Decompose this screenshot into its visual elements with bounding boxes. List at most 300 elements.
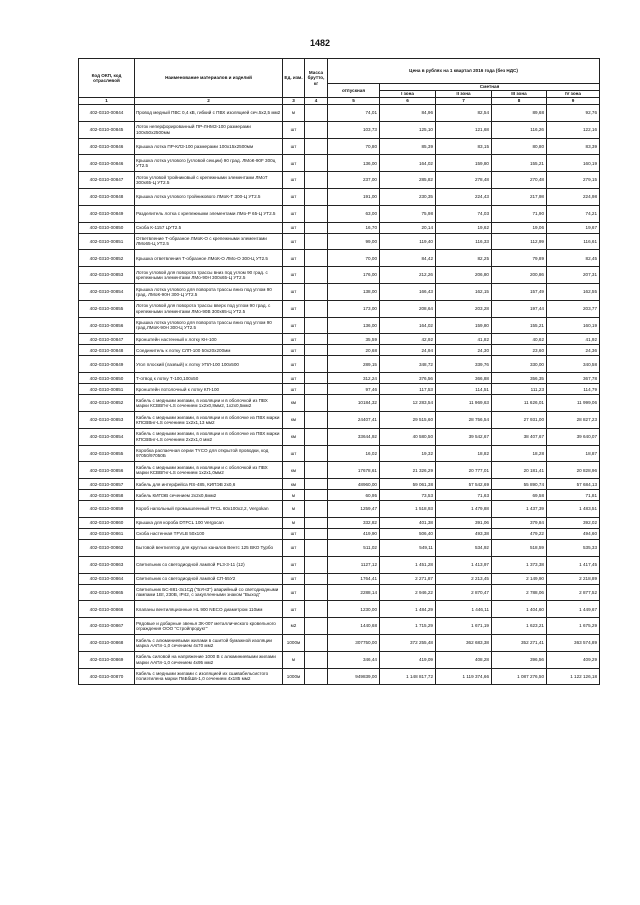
cell-mass <box>305 300 328 317</box>
table-row <box>79 445 600 462</box>
cell-unit: шт <box>283 155 305 172</box>
cell-zone-4-price: 18,87 <box>547 445 600 462</box>
cell-unit: шт <box>283 222 305 233</box>
cell-code: 402-0310-00862 <box>79 539 135 556</box>
cell-unit: м <box>283 651 305 668</box>
cell-release-price: 63,00 <box>328 205 380 222</box>
cell-unit: шт <box>283 283 305 300</box>
cell-zone-4-price: 409,29 <box>547 651 600 668</box>
header-zone-3: III зона <box>492 91 547 98</box>
header-name: Наименование материалов и изделий <box>135 59 283 98</box>
cell-release-price: 136,00 <box>328 317 380 334</box>
cell-zone-2-price: 366,88 <box>436 373 492 384</box>
cell-code: 402-0310-00867 <box>79 618 135 635</box>
cell-code: 402-0310-00865 <box>79 584 135 601</box>
cell-zone-3-price: 518,59 <box>492 539 547 556</box>
col-number: 4 <box>305 98 328 105</box>
cell-mass <box>305 334 328 345</box>
cell-release-price: 138,00 <box>328 283 380 300</box>
cell-zone-3-price: 38 407,67 <box>492 428 547 445</box>
cell-zone-3-price: 116,26 <box>492 121 547 138</box>
cell-zone-4-price: 57 684,13 <box>547 479 600 490</box>
table-row <box>79 651 600 668</box>
cell-name: Крышка лотка углового для поворота трассы вниз под углом 90 град.ЛМоК-90Н 300-Ц УТ2.5 <box>135 317 283 334</box>
cell-zone-2-price: 82,25 <box>436 250 492 267</box>
cell-name: Кабель для интерфейса RS-485, КИПЭВ 2х0,6 <box>135 479 283 490</box>
cell-zone-3-price: 111,23 <box>492 384 547 395</box>
cell-zone-2-price: 1 479,88 <box>436 501 492 518</box>
cell-unit: шт <box>283 584 305 601</box>
cell-zone-3-price: 80,80 <box>492 138 547 155</box>
cell-zone-3-price: 217,98 <box>492 188 547 205</box>
cell-release-price: 74,01 <box>328 105 380 122</box>
cell-release-price: 419,90 <box>328 528 380 539</box>
cell-zone-4-price: 207,31 <box>547 267 600 284</box>
cell-zone-4-price: 41,92 <box>547 334 600 345</box>
cell-mass <box>305 651 328 668</box>
cell-zone-4-price: 19,67 <box>547 222 600 233</box>
col-number: 7 <box>436 98 492 105</box>
cell-release-price: 332,82 <box>328 517 380 528</box>
cell-unit: шт <box>283 121 305 138</box>
cell-zone-2-price: 121,68 <box>436 121 492 138</box>
cell-zone-4-price: 114,79 <box>547 384 600 395</box>
cell-zone-4-price: 92,76 <box>547 105 600 122</box>
cell-zone-1-price: 84,96 <box>380 105 436 122</box>
cell-mass <box>305 618 328 635</box>
cell-zone-2-price: 206,80 <box>436 267 492 284</box>
cell-zone-1-price: 84,42 <box>380 250 436 267</box>
cell-release-price: 16,70 <box>328 222 380 233</box>
cell-release-price: 1764,41 <box>328 573 380 584</box>
cell-mass <box>305 267 328 284</box>
col-number: 3 <box>283 98 305 105</box>
cell-code: 402-0310-00845 <box>79 121 135 138</box>
cell-zone-1-price: 164,02 <box>380 317 436 334</box>
cell-release-price: 35,59 <box>328 334 380 345</box>
cell-zone-1-price: 164,02 <box>380 155 436 172</box>
header-mass: Масса брутто, кг <box>305 59 328 98</box>
cell-release-price: 191,00 <box>328 188 380 205</box>
cell-mass <box>305 428 328 445</box>
cell-name: Крышка лотка углового (угловой секции) 90 град. ЛМоК-90F 300ц УТ2.5 <box>135 155 283 172</box>
cell-name: Лоток угловой для поворота трассы вниз под углом 90 град. с крепежными элементами ЛМо-90Н 300х65-Ц УТ2.5 <box>135 267 283 284</box>
cell-release-price: 1259,47 <box>328 501 380 518</box>
cell-name: Бытовой вентилятор для круглых каналов Вентс 125 ВКО Турбо <box>135 539 283 556</box>
cell-release-price: 237,00 <box>328 172 380 189</box>
cell-code: 402-0310-00851 <box>79 233 135 250</box>
cell-zone-2-price: 71,63 <box>436 490 492 501</box>
cell-zone-2-price: 11 969,63 <box>436 395 492 412</box>
cell-unit: км <box>283 479 305 490</box>
cell-zone-4-price: 82,45 <box>547 250 600 267</box>
cell-code: 402-0310-00848 <box>79 345 135 356</box>
table-body <box>79 105 600 685</box>
cell-name: Угол плоский (лаэвый) к лотку УПЛ-100 100х500 <box>135 356 283 373</box>
cell-unit: шт <box>283 138 305 155</box>
cell-release-price: 70,00 <box>328 250 380 267</box>
cell-code: 402-0310-00861 <box>79 528 135 539</box>
cell-unit: шт <box>283 267 305 284</box>
cell-release-price: 10184,32 <box>328 395 380 412</box>
cell-code: 402-0310-00852 <box>79 395 135 412</box>
cell-zone-1-price: 20,14 <box>380 222 436 233</box>
cell-unit: 1000м <box>283 668 305 685</box>
cell-zone-3-price: 330,00 <box>492 356 547 373</box>
table-row <box>79 528 600 539</box>
cell-zone-2-price: 57 542,69 <box>436 479 492 490</box>
cell-unit: шт <box>283 384 305 395</box>
cell-unit: шт <box>283 334 305 345</box>
cell-zone-2-price: 159,80 <box>436 155 492 172</box>
cell-name: Кабель КИПЭВ сечением 2х2х0,6мм2 <box>135 490 283 501</box>
cell-zone-3-price: 71,90 <box>492 205 547 222</box>
table-row <box>79 172 600 189</box>
col-number: 9 <box>547 98 600 105</box>
cell-unit: шт <box>283 356 305 373</box>
cell-name: Короб напольный промышленный TFCL 60х100х2,2, Vergokan <box>135 501 283 518</box>
cell-unit: км <box>283 411 305 428</box>
cell-unit: шт <box>283 601 305 618</box>
cell-mass <box>305 634 328 651</box>
table-row <box>79 267 600 284</box>
table-row <box>79 573 600 584</box>
cell-zone-4-price: 224,98 <box>547 188 600 205</box>
cell-zone-4-price: 494,60 <box>547 528 600 539</box>
table-row <box>79 250 600 267</box>
cell-zone-2-price: 278,48 <box>436 172 492 189</box>
cell-zone-4-price: 71,81 <box>547 490 600 501</box>
cell-release-price: 20,68 <box>328 345 380 356</box>
cell-zone-1-price: 2 946,22 <box>380 584 436 601</box>
cell-zone-3-price: 155,21 <box>492 317 547 334</box>
cell-zone-1-price: 73,53 <box>380 490 436 501</box>
cell-release-price: 1127,12 <box>328 556 380 573</box>
cell-mass <box>305 490 328 501</box>
cell-mass <box>305 105 328 122</box>
cell-zone-1-price: 376,56 <box>380 373 436 384</box>
cell-release-price: 176,00 <box>328 267 380 284</box>
cell-code: 402-0310-00860 <box>79 517 135 528</box>
cell-code: 402-0310-00852 <box>79 250 135 267</box>
cell-zone-1-price: 59 061,38 <box>380 479 436 490</box>
cell-mass <box>305 584 328 601</box>
cell-name: Кабель с алюминиевыми жилами в сшитой бумажной изоляции марка ААПл-1,0 сечением 4х70 мм2 <box>135 634 283 651</box>
cell-mass <box>305 233 328 250</box>
cell-zone-2-price: 116,33 <box>436 233 492 250</box>
cell-release-price: 289,15 <box>328 356 380 373</box>
cell-name: Крышка лотка углового для поворота трассы вниз под углом 90 град. ЛМоК-90Н 300-Ц УТ2.5 <box>135 283 283 300</box>
cell-name: Кабель с медными жилами, в изоляции и в оболочке из ПВХ марки КПСВВнг-LS сечением 1х2х1,13 мм2 <box>135 411 283 428</box>
header-zone-1: I зона <box>380 91 436 98</box>
cell-zone-4-price: 392,02 <box>547 517 600 528</box>
cell-release-price: 48960,00 <box>328 479 380 490</box>
cell-unit: м2 <box>283 618 305 635</box>
cell-zone-2-price: 2 870,47 <box>436 584 492 601</box>
cell-zone-1-price: 506,40 <box>380 528 436 539</box>
cell-zone-4-price: 279,15 <box>547 172 600 189</box>
cell-mass <box>305 411 328 428</box>
table-row <box>79 601 600 618</box>
cell-zone-1-price: 29 515,60 <box>380 411 436 428</box>
cell-zone-3-price: 40,62 <box>492 334 547 345</box>
cell-code: 402-0310-00844 <box>79 105 135 122</box>
cell-zone-3-price: 2 149,90 <box>492 573 547 584</box>
cell-zone-4-price: 1 417,45 <box>547 556 600 573</box>
cell-unit: шт <box>283 373 305 384</box>
cell-zone-2-price: 41,82 <box>436 334 492 345</box>
cell-unit: м <box>283 517 305 528</box>
table-row <box>79 317 600 334</box>
table-row <box>79 373 600 384</box>
cell-name: Кабель с медными жилами с изоляцией их сшивабельсистого полиэтилена марки ПвБбШв-1,0 сечением 4х185 мм2 <box>135 668 283 685</box>
cell-name: Клапаны вентиляционные HL 900 NECO диаметром 110мм <box>135 601 283 618</box>
table-row <box>79 490 600 501</box>
cell-zone-4-price: 340,58 <box>547 356 600 373</box>
cell-name: Кабель с медными жилами, в изоляции и с оболочкой из ПВХ марки КСВВГнг-LS сечением 1х2х1,0мм2 <box>135 462 283 479</box>
cell-unit: шт <box>283 539 305 556</box>
cell-zone-3-price: 23,60 <box>492 345 547 356</box>
cell-zone-3-price: 2 788,06 <box>492 584 547 601</box>
table-row <box>79 155 600 172</box>
cell-release-price: 346,44 <box>328 651 380 668</box>
cell-zone-2-price: 339,76 <box>436 356 492 373</box>
cell-mass <box>305 222 328 233</box>
cell-zone-2-price: 1 446,11 <box>436 601 492 618</box>
cell-zone-3-price: 379,84 <box>492 517 547 528</box>
cell-zone-2-price: 24,30 <box>436 345 492 356</box>
header-estimate: Сметная <box>380 84 600 91</box>
cell-zone-2-price: 19,62 <box>436 222 492 233</box>
cell-zone-3-price: 69,58 <box>492 490 547 501</box>
cell-zone-2-price: 1 671,19 <box>436 618 492 635</box>
cell-code: 402-0310-00851 <box>79 384 135 395</box>
cell-unit: шт <box>283 233 305 250</box>
cell-unit: м <box>283 490 305 501</box>
cell-name: Коробка распаечная серии TYCO для открытой проводки, код 97050/97050Б <box>135 445 283 462</box>
cell-mass <box>305 172 328 189</box>
cell-zone-4-price: 203,77 <box>547 300 600 317</box>
cell-name: Соединитель к лотку СЛП-100 50х20х200мм <box>135 345 283 356</box>
cell-zone-4-price: 24,36 <box>547 345 600 356</box>
table-row <box>79 105 600 122</box>
cell-release-price: 70,80 <box>328 138 380 155</box>
col-number: 6 <box>380 98 436 105</box>
cell-zone-2-price: 203,28 <box>436 300 492 317</box>
cell-zone-1-price: 119,40 <box>380 233 436 250</box>
cell-mass <box>305 356 328 373</box>
table-row <box>79 188 600 205</box>
cell-zone-3-price: 55 890,74 <box>492 479 547 490</box>
header-price-group: Цена в рублях на 1 квартал 2016 года (без НДС) <box>328 59 600 84</box>
cell-code: 402-0310-00850 <box>79 222 135 233</box>
cell-zone-1-price: 12 283,54 <box>380 395 436 412</box>
cell-zone-4-price: 1 483,51 <box>547 501 600 518</box>
table-row <box>79 618 600 635</box>
cell-zone-1-price: 125,10 <box>380 121 436 138</box>
cell-unit: шт <box>283 188 305 205</box>
header-release: отпускная <box>328 84 380 98</box>
table-row <box>79 138 600 155</box>
table-row <box>79 121 600 138</box>
header-zone-2: II зона <box>436 91 492 98</box>
cell-code: 402-0310-00870 <box>79 668 135 685</box>
cell-unit: 1000м <box>283 634 305 651</box>
cell-zone-2-price: 28 756,54 <box>436 411 492 428</box>
cell-unit: шт <box>283 250 305 267</box>
cell-mass <box>305 373 328 384</box>
cell-zone-1-price: 212,26 <box>380 267 436 284</box>
cell-zone-1-price: 285,82 <box>380 172 436 189</box>
cell-code: 402-0310-00864 <box>79 573 135 584</box>
table-row <box>79 283 600 300</box>
cell-code: 402-0310-00854 <box>79 428 135 445</box>
cell-mass <box>305 155 328 172</box>
cell-code: 402-0310-00856 <box>79 317 135 334</box>
table-row <box>79 384 600 395</box>
cell-zone-2-price: 408,28 <box>436 651 492 668</box>
cell-zone-1-price: 549,11 <box>380 539 436 556</box>
table-row <box>79 395 600 412</box>
cell-zone-4-price: 535,33 <box>547 539 600 556</box>
cell-zone-2-price: 82,54 <box>436 105 492 122</box>
cell-mass <box>305 462 328 479</box>
cell-zone-2-price: 162,15 <box>436 283 492 300</box>
cell-release-price: 307750,00 <box>328 634 380 651</box>
table-row <box>79 356 600 373</box>
cell-code: 402-0310-00869 <box>79 651 135 668</box>
cell-zone-1-price: 21 326,29 <box>380 462 436 479</box>
cell-code: 402-0310-00856 <box>79 462 135 479</box>
cell-mass <box>305 445 328 462</box>
cell-zone-2-price: 159,80 <box>436 317 492 334</box>
cell-unit: шт <box>283 573 305 584</box>
cell-zone-4-price: 2 218,89 <box>547 573 600 584</box>
cell-code: 402-0310-00858 <box>79 490 135 501</box>
cell-zone-3-price: 112,99 <box>492 233 547 250</box>
cell-zone-1-price: 75,98 <box>380 205 436 222</box>
cell-release-price: 173,00 <box>328 300 380 317</box>
cell-zone-1-price: 85,39 <box>380 138 436 155</box>
cell-name: Кабель с медными жилами, в изоляции и в оболочкой из ПВХ марки КСВВГнг-LS сечением 1х2х0,8мм2, 1х2х0,5мм2 <box>135 395 283 412</box>
cell-zone-1-price: 2 271,87 <box>380 573 436 584</box>
cell-name: Лоток неперфорированный ПР-ЛНМЗ-100 размерами 100х50х2500мм <box>135 121 283 138</box>
cell-name: Разделитель лотка с крепежными элементами ЛМо-Р 65-Ц УТ2.5 <box>135 205 283 222</box>
cell-name: Крышка лотка углового тройникового ЛМоК-Т 300-Ц УТ2.5 <box>135 188 283 205</box>
cell-zone-2-price: 2 213,45 <box>436 573 492 584</box>
cell-unit: шт <box>283 445 305 462</box>
cell-zone-2-price: 534,92 <box>436 539 492 556</box>
cell-zone-4-price: 28 827,23 <box>547 411 600 428</box>
cell-zone-1-price: 19,32 <box>380 445 436 462</box>
cell-code: 402-0310-00847 <box>79 334 135 345</box>
col-number: 5 <box>328 98 380 105</box>
cell-code: 402-0310-00868 <box>79 634 135 651</box>
cell-name: Кабель силовой на напряжение 1000 В с алюминиевыми жилами марки ААПл-1,0 сечением 4х95 мм2 <box>135 651 283 668</box>
cell-code: 402-0310-00857 <box>79 479 135 490</box>
cell-zone-4-price: 1 122 126,18 <box>547 668 600 685</box>
cell-mass <box>305 283 328 300</box>
cell-release-price: 103,73 <box>328 121 380 138</box>
cell-name: Крышка лотка ПР-КЛЗ-100 размерами 100х15х2500мм <box>135 138 283 155</box>
table-row <box>79 300 600 317</box>
cell-unit: шт <box>283 205 305 222</box>
cell-zone-3-price: 1 404,60 <box>492 601 547 618</box>
cell-name: Рядовые и добарные звенья ЗК-007 металлического кровельного ограждения ООО "Стройпродукт" <box>135 618 283 635</box>
cell-mass <box>305 138 328 155</box>
cell-code: 402-0310-00863 <box>79 556 135 573</box>
cell-zone-2-price: 1 413,97 <box>436 556 492 573</box>
table-row <box>79 345 600 356</box>
cell-zone-4-price: 363 574,89 <box>547 634 600 651</box>
cell-release-price: 2288,14 <box>328 584 380 601</box>
cell-zone-1-price: 42,92 <box>380 334 436 345</box>
cell-code: 402-0310-00859 <box>79 501 135 518</box>
cell-name: Т-отвод к лотку Т-100,100х50 <box>135 373 283 384</box>
cell-unit: шт <box>283 172 305 189</box>
cell-unit: шт <box>283 317 305 334</box>
cell-mass <box>305 395 328 412</box>
cell-zone-4-price: 160,19 <box>547 317 600 334</box>
cell-zone-3-price: 270,48 <box>492 172 547 189</box>
cell-zone-2-price: 18,82 <box>436 445 492 462</box>
cell-mass <box>305 556 328 573</box>
cell-name: Провод медный ПВС 0,4 кВ, гибкий с ПВХ изоляцией сеч.5х2,5 мм2 <box>135 105 283 122</box>
table-row <box>79 411 600 428</box>
cell-zone-1-price: 166,43 <box>380 283 436 300</box>
cell-release-price: 16,02 <box>328 445 380 462</box>
cell-name: Лоток угловой тройниковый с крепежными элементами ЛМоТ 300х65-Ц УТ2.5 <box>135 172 283 189</box>
cell-zone-1-price: 24,94 <box>380 345 436 356</box>
header-zone-4: IV зона <box>547 91 600 98</box>
cell-zone-3-price: 11 626,01 <box>492 395 547 412</box>
cell-unit: шт <box>283 300 305 317</box>
cell-zone-1-price: 1 715,29 <box>380 618 436 635</box>
cell-name: Ответвление Т-образное ЛМоК-О с крепежными элементами ЛМо65-Ц УТ2.5 <box>135 233 283 250</box>
table-row <box>79 517 600 528</box>
cell-unit: км <box>283 462 305 479</box>
cell-zone-4-price: 116,61 <box>547 233 600 250</box>
cell-zone-4-price: 11 999,06 <box>547 395 600 412</box>
cell-mass <box>305 384 328 395</box>
cell-zone-3-price: 1 087 276,50 <box>492 668 547 685</box>
cell-mass <box>305 205 328 222</box>
cell-code: 402-0310-00853 <box>79 267 135 284</box>
cell-code: 402-0310-00855 <box>79 300 135 317</box>
cell-code: 402-0310-00848 <box>79 188 135 205</box>
cell-zone-2-price: 1 119 374,66 <box>436 668 492 685</box>
cell-zone-4-price: 122,16 <box>547 121 600 138</box>
cell-zone-3-price: 89,68 <box>492 105 547 122</box>
table-row <box>79 205 600 222</box>
cell-zone-3-price: 197,44 <box>492 300 547 317</box>
cell-name: Скоба К-1157 ЦУТ2.5 <box>135 222 283 233</box>
cell-zone-3-price: 352 271,41 <box>492 634 547 651</box>
cell-zone-4-price: 1 449,67 <box>547 601 600 618</box>
cell-name: Крышка для короба DTFCL 100 Vergocan <box>135 517 283 528</box>
cell-zone-3-price: 1 623,21 <box>492 618 547 635</box>
cell-name: Светильник со светодиодной лампой СП-55У2 <box>135 573 283 584</box>
cell-name: Лоток угловой для поворота трассы вверх под углом 90 град. с крепежными элементами ЛМо-90В 300х65-Ц УТ2.5 <box>135 300 283 317</box>
cell-zone-1-price: 401,38 <box>380 517 436 528</box>
cell-zone-2-price: 493,38 <box>436 528 492 539</box>
cell-release-price: 17678,61 <box>328 462 380 479</box>
cell-code: 402-0310-00850 <box>79 373 135 384</box>
cell-code: 402-0310-00846 <box>79 155 135 172</box>
cell-mass <box>305 479 328 490</box>
cell-zone-3-price: 18,28 <box>492 445 547 462</box>
col-number: 2 <box>135 98 283 105</box>
